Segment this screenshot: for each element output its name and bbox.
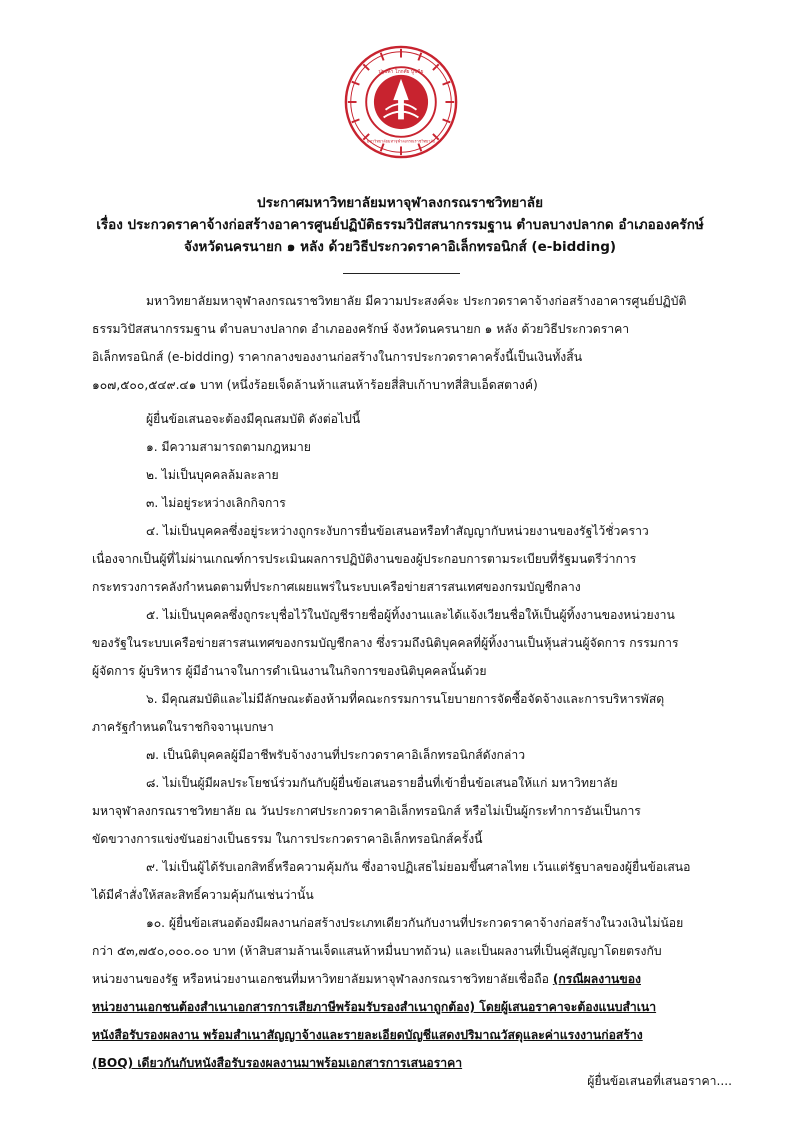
qualification-9-line-1: ๙. ไม่เป็นผู้ได้รับเอกสิทธิ์หรือความคุ้มกัน ซึ่งอาจปฏิเสธไม่ยอมขึ้นศาลไทย เว้นแต่รัฐบาลของผู้ยื่นข้อเสนอ	[146, 860, 691, 874]
qualification-7: ๗. เป็นนิติบุคคลผู้มีอาชีพรับจ้างงานที่ประกวดราคาอิเล็กทรอนิกส์ดังกล่าว	[146, 748, 526, 762]
subject-line-2: จังหวัดนครนายก ๑ หลัง ด้วยวิธีประกวดราคาอิเล็กทรอนิกส์ (e-bidding)	[183, 239, 617, 255]
qualification-10-line-6: (BOQ) เดียวกันกับหนังสือรับรองผลงานมาพร้อมเอกสารการเสนอราคา	[92, 1056, 463, 1070]
qualification-9-line-2: ได้มีคำสั่งให้สละสิทธิ์ความคุ้มกันเช่นว่านั้น	[92, 888, 314, 902]
qualification-3: ๓. ไม่อยู่ระหว่างเลิกกิจการ	[146, 496, 286, 510]
qualification-8-line-2: มหาจุฬาลงกรณราชวิทยาลัย ณ วันประกาศประกวดราคาอิเล็กทรอนิกส์ หรือไม่เป็นผู้กระทำการอันเป็นการ	[92, 804, 641, 818]
intro-line-2: ธรรมวิปัสสนากรรมฐาน ตำบลบางปลากด อำเภอองครักษ์ จังหวัดนครนายก ๑ หลัง ด้วยวิธีประกวดราคา	[92, 322, 630, 336]
intro-line-4: ๑๐๗,๕๐๐,๕๔๙.๔๑ บาท (หนึ่งร้อยเจ็ดล้านห้าแสนห้าร้อยสี่สิบเก้าบาทสี่สิบเอ็ดสตางค์)	[92, 378, 538, 392]
qualification-4-line-1: ๔. ไม่เป็นบุคคลซึ่งอยู่ระหว่างถูกระงับการยื่นข้อเสนอหรือทำสัญญากับหน่วยงานของรัฐไว้ชั่วคราว	[146, 524, 649, 538]
qualification-5-line-2: ของรัฐในระบบเครือข่ายสารสนเทศของกรมบัญชีกลาง ซึ่งรวมถึงนิติบุคคลที่ผู้ทิ้งงานเป็นหุ้นส่วนผู้จัดการ กรรมการ	[92, 636, 679, 650]
qualification-4-line-2: เนื่องจากเป็นผู้ที่ไม่ผ่านเกณฑ์การประเมินผลการปฏิบัติงานของผู้ประกอบการตามระเบียบที่รัฐมนตรีว่าการ	[92, 552, 637, 566]
university-seal	[343, 44, 459, 160]
seal-bottom-text: มหาวิทยาลัยมหาจุฬาลงกรณราชวิทยาลัย	[366, 138, 436, 144]
intro-line-1: มหาวิทยาลัยมหาจุฬาลงกรณราชวิทยาลัย มีความประสงค์จะ ประกวดราคาจ้างก่อสร้างอาคารศูนย์ปฏิบัติ	[146, 294, 687, 308]
qualification-10-line-5: หนังสือรับรองผลงาน พร้อมสำเนาสัญญาจ้างและรายละเอียดบัญชีแสดงปริมาณวัสดุและค่าแรงงานก่อสร้าง	[92, 1028, 643, 1042]
qualification-10-line-3-text: หน่วยงานของรัฐ หรือหน่วยงานเอกชนที่มหาวิทยาลัยมหาจุฬาลงกรณราชวิทยาลัยเชื่อถือ	[92, 972, 553, 986]
qualification-10-line-3	[92, 965, 641, 993]
qualification-10-line-1: ๑๐. ผู้ยื่นข้อเสนอต้องมีผลงานก่อสร้างประเภทเดียวกันกับงานที่ประกวดราคาจ้างก่อสร้างในวงเงินไม่น้อย	[146, 916, 684, 930]
qualification-heading: ผู้ยื่นข้อเสนอจะต้องมีคุณสมบัติ ดังต่อไปนี้	[146, 412, 361, 426]
seal-top-text: ปฐมคํา โภกศัย บูชนีย	[378, 70, 424, 75]
qualification-4-line-3: กระทรวงการคลังกำหนดตามที่ประกาศเผยแพร่ในระบบเครือข่ายสารสนเทศของกรมบัญชีกลาง	[92, 580, 581, 594]
qualification-1: ๑. มีความสามารถตามกฎหมาย	[146, 440, 311, 454]
qualification-10-line-4: หน่วยงานเอกชนต้องสำเนาเอกสารการเสียภาษีพร้อมรับรองสำเนาถูกต้อง) โดยผู้เสนอราคาจะต้องแนบสำเนา	[92, 1000, 657, 1014]
qualification-6-line-2: ภาครัฐกำหนดในราชกิจจานุเบกษา	[92, 720, 274, 734]
qualification-10-emphasis-start: (กรณีผลงานของ	[552, 972, 641, 986]
qualification-6-line-1: ๖. มีคุณสมบัติและไม่มีลักษณะต้องห้ามที่คณะกรรมการนโยบายการจัดซื้อจัดจ้างและการบริหารพัสดุ	[146, 692, 665, 706]
qualification-8-line-1: ๘. ไม่เป็นผู้มีผลประโยชน์ร่วมกันกับผู้ยื่นข้อเสนอรายอื่นที่เข้ายื่นข้อเสนอให้แก่ มหาวิทยาลัย	[146, 776, 618, 790]
header-divider	[343, 273, 460, 274]
qualification-5-line-1: ๕. ไม่เป็นบุคคลซึ่งถูกระบุชื่อไว้ในบัญชีรายชื่อผู้ทิ้งงานและได้แจ้งเวียนชื่อให้เป็นผู้ทิ้งงานของหน่วยงาน	[146, 608, 675, 622]
qualification-8-line-3: ขัดขวางการแข่งขันอย่างเป็นธรรม ในการประกวดราคาอิเล็กทรอนิกส์ครั้งนี้	[92, 832, 483, 846]
qualification-10-line-2: กว่า ๕๓,๗๕๐,๐๐๐.๐๐ บาท (ห้าสิบสามล้านเจ็ดแสนห้าหมื่นบาทถ้วน) และเป็นผลงานที่เป็นคู่สัญญาโดยตรงกับ	[92, 944, 662, 958]
qualification-2: ๒. ไม่เป็นบุคคลล้มละลาย	[146, 468, 279, 482]
announcement-title: ประกาศมหาวิทยาลัยมหาจุฬาลงกรณราชวิทยาลัย	[257, 195, 543, 211]
continuation-note: ผู้ยื่นข้อเสนอที่เสนอราคา....	[587, 1074, 732, 1088]
intro-line-3: อิเล็กทรอนิกส์ (e-bidding) ราคากลางของงานก่อสร้างในการประกวดราคาครั้งนี้เป็นเงินทั้งสิ้น	[92, 350, 583, 364]
qualification-5-line-3: ผู้จัดการ ผู้บริหาร ผู้มีอำนาจในการดำเนินงานในกิจการของนิติบุคคลนั้นด้วย	[92, 664, 487, 678]
subject-line: เรื่อง ประกวดราคาจ้างก่อสร้างอาคารศูนย์ปฏิบัติธรรมวิปัสสนากรรมฐาน ตำบลบางปลากด อำเภอองครักษ์	[96, 217, 704, 233]
